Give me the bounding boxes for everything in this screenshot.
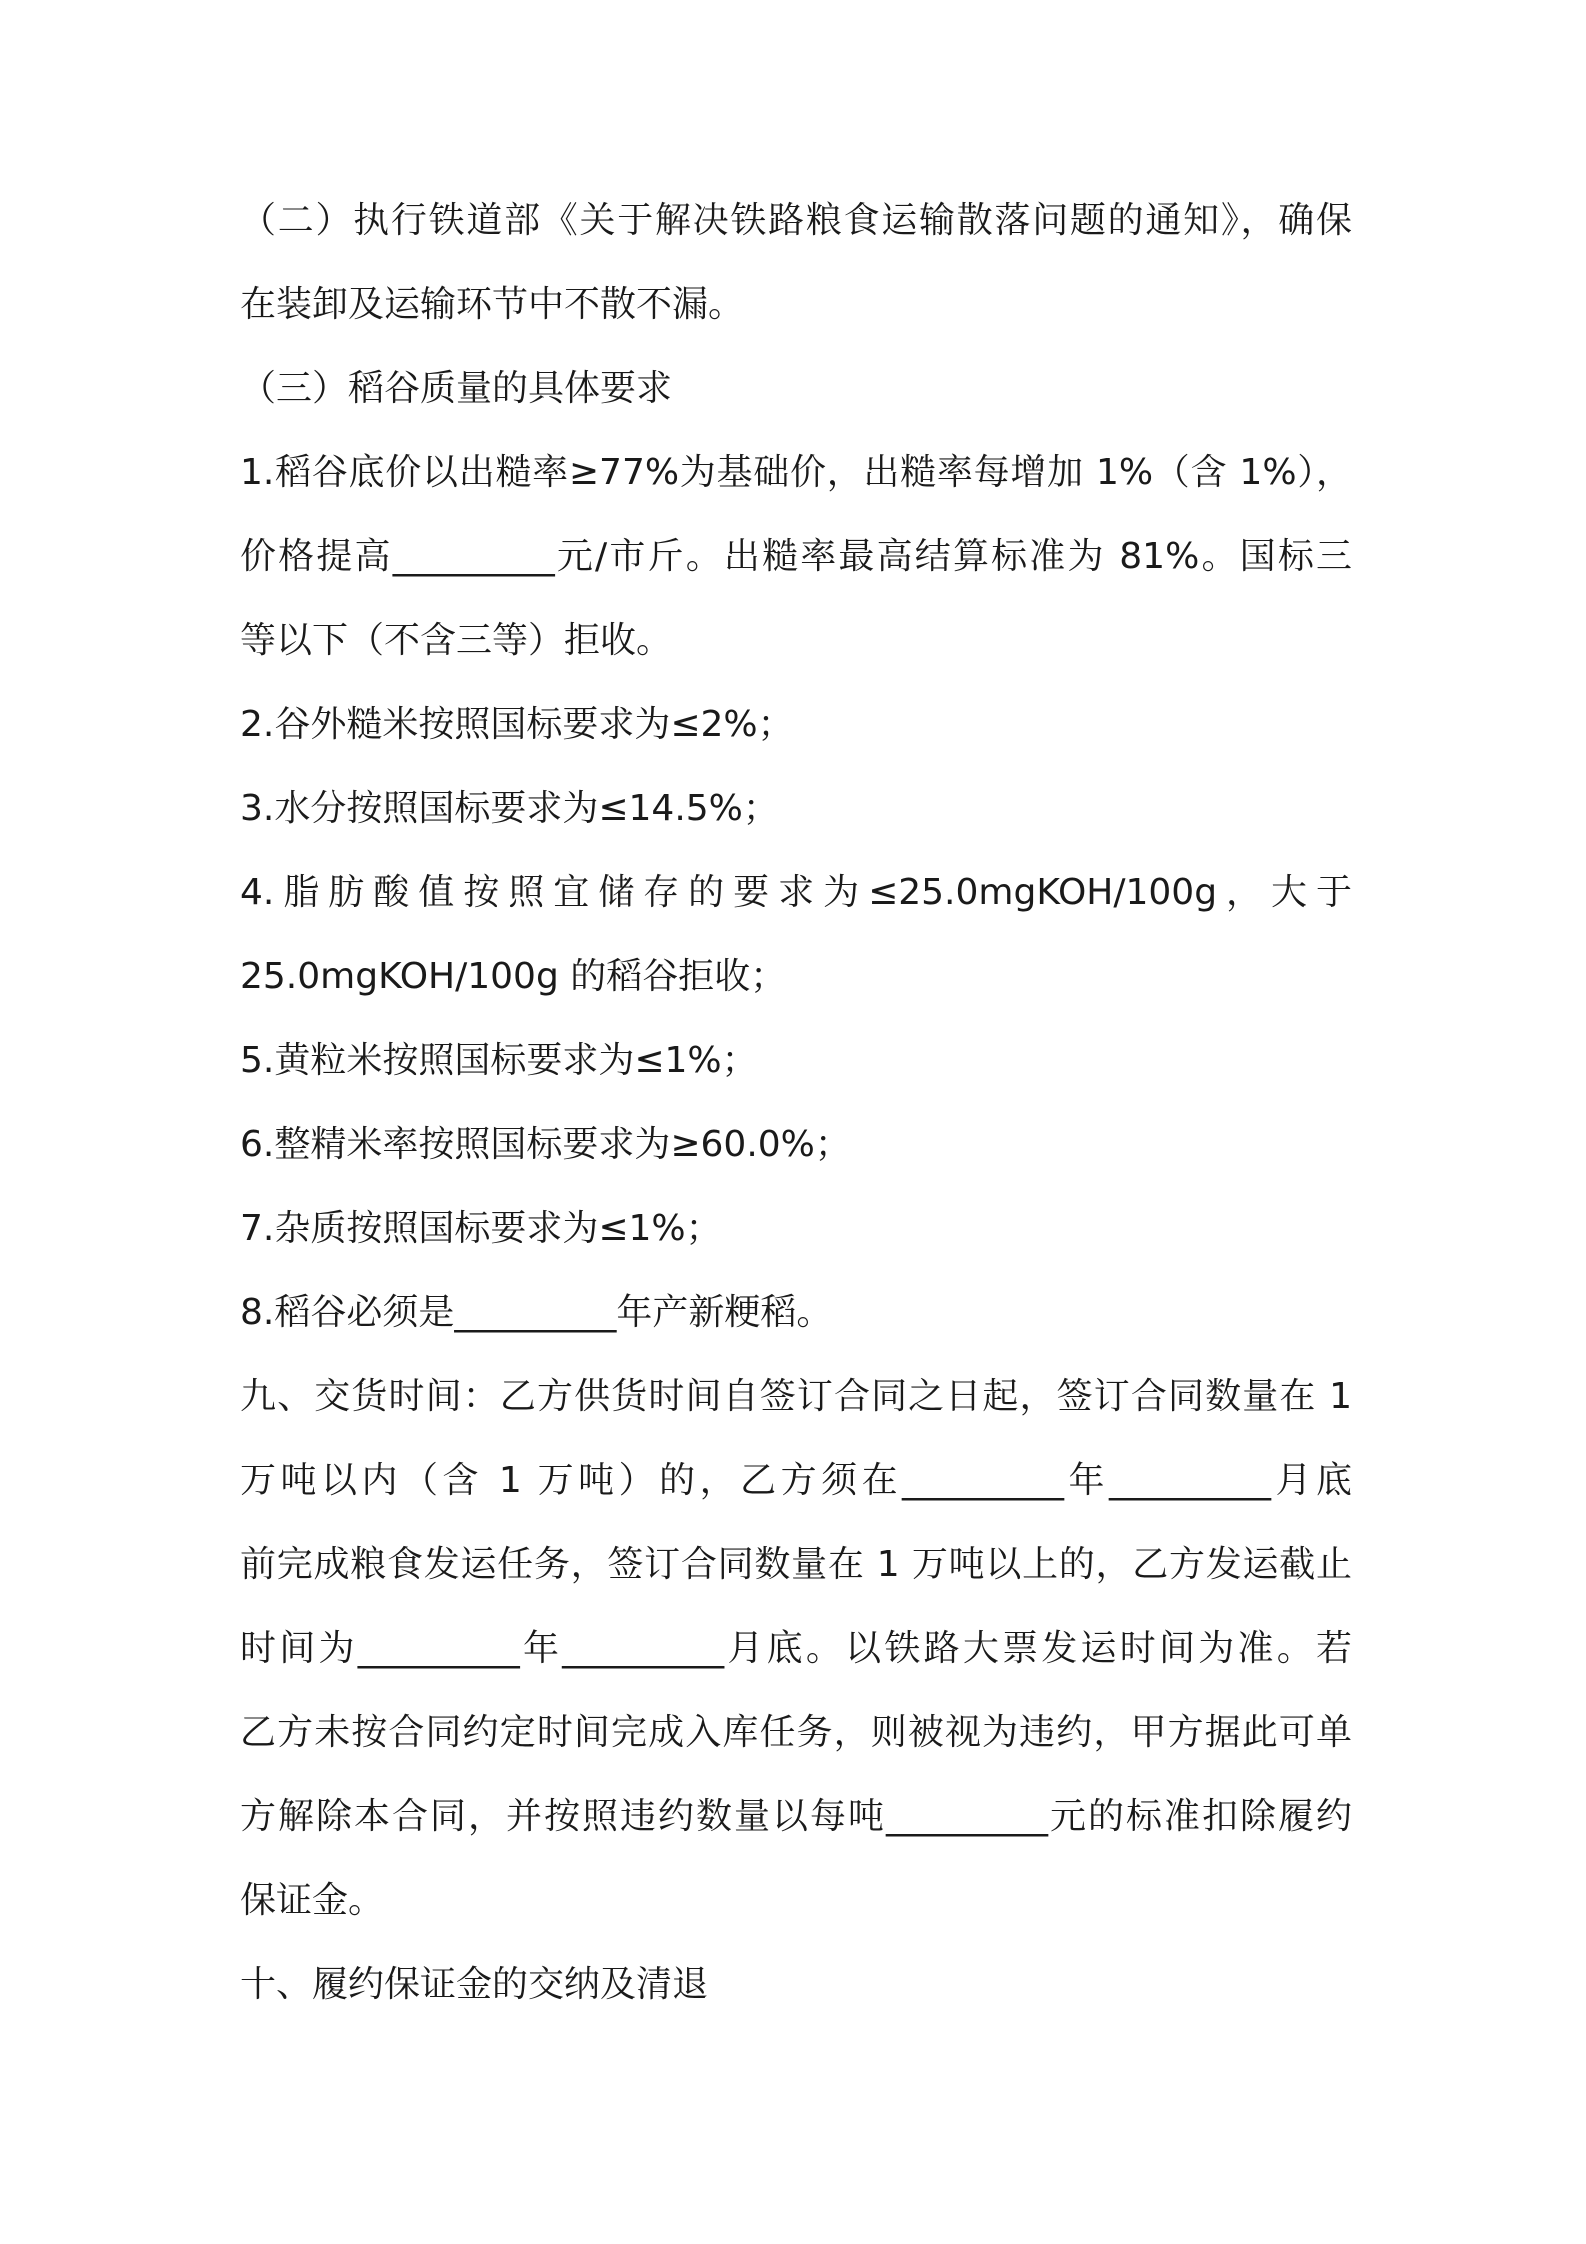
text-line: 时间为_________年_________月底。以铁路大票发运时间为准。若 xyxy=(240,1628,1352,1669)
list-item: 5.黄粒米按照国标要求为≤1%； xyxy=(240,1040,758,1081)
list-item: 4.脂肪酸值按照宜储存的要求为≤25.0mgKOH/100g，大于 xyxy=(240,872,1352,913)
section-heading: （三）稻谷质量的具体要求 xyxy=(240,368,673,409)
list-item: 7.杂质按照国标要求为≤1%； xyxy=(240,1208,722,1249)
list-item: 8.稻谷必须是_________年产新粳稻。 xyxy=(240,1292,833,1333)
text-line: 万吨以内（含 1 万吨）的，乙方须在_________年_________月底 xyxy=(240,1460,1352,1501)
text-line: 在装卸及运输环节中不散不漏。 xyxy=(240,284,745,325)
list-item: 6.整精米率按照国标要求为≥60.0%； xyxy=(240,1124,851,1165)
section-heading: 九、交货时间：乙方供货时间自签订合同之日起，签订合同数量在 1 xyxy=(240,1376,1352,1417)
text-line: 方解除本合同，并按照违约数量以每吨_________元的标准扣除履约 xyxy=(240,1796,1352,1837)
text-line: （二）执行铁道部《关于解决铁路粮食运输散落问题的通知》，确保 xyxy=(240,200,1352,241)
text-line: 价格提高_________元/市斤。出糙率最高结算标准为 81%。国标三 xyxy=(240,536,1352,577)
section-heading: 十、履约保证金的交纳及清退 xyxy=(240,1964,709,2005)
text-line: 25.0mgKOH/100g 的稻谷拒收； xyxy=(240,956,787,997)
text-line: 前完成粮食发运任务，签订合同数量在 1 万吨以上的，乙方发运截止 xyxy=(240,1544,1352,1585)
list-item: 2.谷外糙米按照国标要求为≤2%； xyxy=(240,704,794,745)
list-item: 3.水分按照国标要求为≤14.5%； xyxy=(240,788,779,829)
text-line: 等以下（不含三等）拒收。 xyxy=(240,620,673,661)
text-line: 1.稻谷底价以出糙率≥77%为基础价，出糙率每增加 1%（含 1%）， xyxy=(240,452,1352,493)
text-line: 保证金。 xyxy=(240,1880,385,1921)
text-line: 乙方未按合同约定时间完成入库任务，则被视为违约，甲方据此可单 xyxy=(240,1712,1352,1753)
